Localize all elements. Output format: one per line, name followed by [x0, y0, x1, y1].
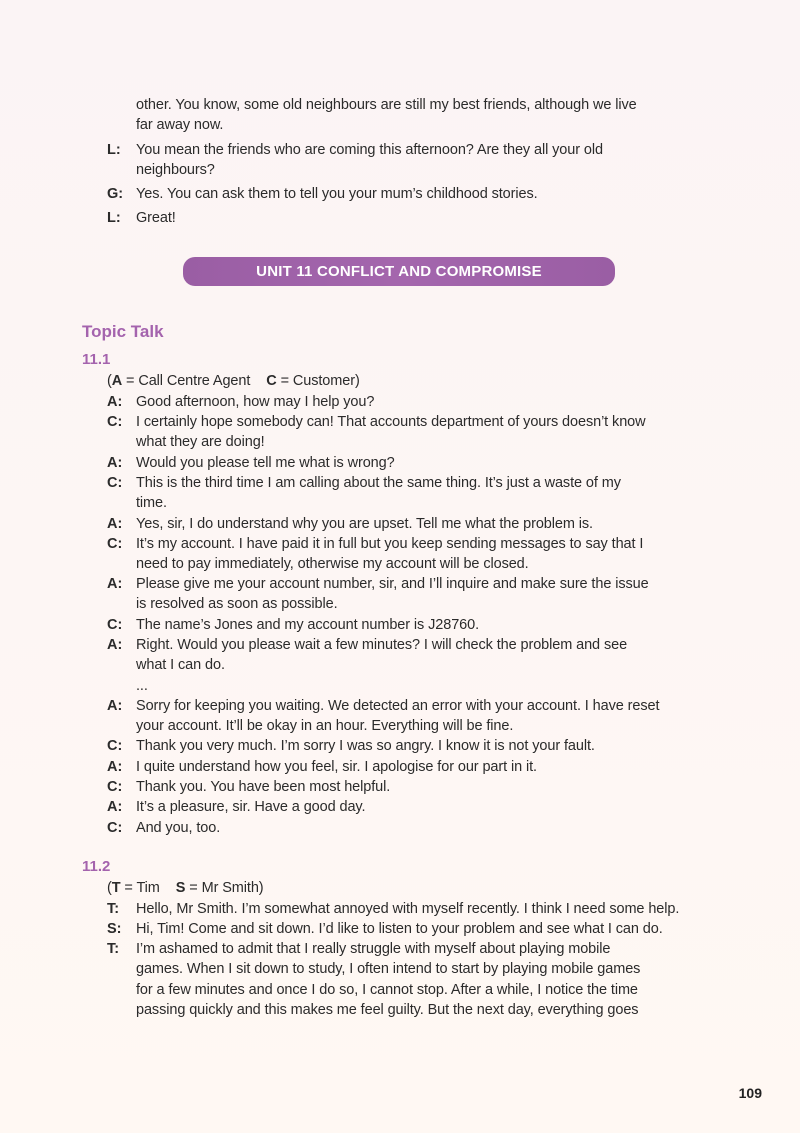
speaker-label: T:: [107, 941, 120, 957]
dialogue-line: passing quickly and this makes me feel guilty. But the next day, everything goes: [136, 1002, 639, 1018]
dialogue-line: for a few minutes and once I do so, I cannot stop. After a while, I notice the time: [136, 982, 638, 998]
dialogue-line: Right. Would you please wait a few minutes? I will check the problem and see: [136, 637, 628, 653]
dialogue-line: The name’s Jones and my account number is J28760.: [136, 617, 480, 633]
speaker-label: A:: [107, 455, 123, 471]
speaker-label: A:: [107, 516, 123, 532]
dialogue-line: what they are doing!: [136, 434, 265, 450]
dialogue-line: what I can do.: [136, 657, 225, 673]
dialogue-line: Good afternoon, how may I help you?: [136, 394, 375, 410]
speaker-label: A:: [107, 698, 123, 714]
speaker-label: G:: [107, 186, 124, 202]
topic-title: Topic Talk: [82, 322, 164, 341]
speaker-label: A:: [107, 394, 123, 410]
dialogue-line: Please give me your account number, sir, and I’ll inquire and make sure the issue: [136, 576, 649, 592]
roles-legend: (T = Tim S = Mr Smith): [107, 880, 264, 896]
ellipsis-line: ...: [136, 678, 148, 694]
speaker-label: C:: [107, 738, 123, 754]
unit-banner: UNIT 11 CONFLICT AND COMPROMISE: [183, 257, 615, 286]
dialogue-line: neighbours?: [136, 162, 215, 178]
dialogue-line: I quite understand how you feel, sir. I apologise for our part in it.: [136, 759, 537, 775]
section-number: 11.1: [82, 351, 111, 368]
section-number: 11.2: [82, 858, 111, 875]
speaker-label: C:: [107, 414, 123, 430]
dialogue-line: I certainly hope somebody can! That accounts department of yours doesn’t know: [136, 414, 646, 430]
dialogue-line: is resolved as soon as possible.: [136, 596, 338, 612]
speaker-label: L:: [107, 142, 121, 158]
speaker-label: A:: [107, 759, 123, 775]
dialogue-line: It’s my account. I have paid it in full but you keep sending messages to say that I: [136, 536, 644, 552]
page-number: 109: [738, 1085, 762, 1101]
dialogue-line: It’s a pleasure, sir. Have a good day.: [136, 799, 366, 815]
dialogue-line: This is the third time I am calling about the same thing. It’s just a waste of my: [136, 475, 621, 491]
speaker-label: C:: [107, 779, 123, 795]
speaker-label: C:: [107, 536, 123, 552]
intro-line-1: other. You know, some old neighbours are still my best friends, although we live: [136, 97, 637, 113]
intro-line-2: far away now.: [136, 117, 224, 133]
roles-legend: (A = Call Centre Agent C = Customer): [107, 373, 360, 389]
dialogue-line: Great!: [136, 210, 176, 226]
dialogue-line: your account. It’ll be okay in an hour. Everything will be fine.: [136, 718, 514, 734]
dialogue-line: time.: [136, 495, 167, 511]
speaker-label: C:: [107, 820, 123, 836]
dialogue-line: games. When I sit down to study, I often intend to start by playing mobile games: [136, 961, 641, 977]
speaker-label: A:: [107, 576, 123, 592]
speaker-label: S:: [107, 921, 122, 937]
dialogue-line: Hi, Tim! Come and sit down. I’d like to listen to your problem and see what I can do.: [136, 921, 663, 937]
dialogue-line: Yes. You can ask them to tell you your mum’s childhood stories.: [136, 186, 538, 202]
speaker-label: T:: [107, 901, 120, 917]
dialogue-line: And you, too.: [136, 820, 221, 836]
dialogue-line: I’m ashamed to admit that I really struggle with myself about playing mobile: [136, 941, 611, 957]
dialogue-line: need to pay immediately, otherwise my account will be closed.: [136, 556, 529, 572]
dialogue-line: Hello, Mr Smith. I’m somewhat annoyed with myself recently. I think I need some help.: [136, 901, 680, 917]
dialogue-line: Sorry for keeping you waiting. We detected an error with your account. I have reset: [136, 698, 660, 714]
speaker-label: A:: [107, 799, 123, 815]
dialogue-line: Thank you very much. I’m sorry I was so angry. I know it is not your fault.: [136, 738, 595, 754]
dialogue-line: Thank you. You have been most helpful.: [136, 779, 391, 795]
dialogue-line: You mean the friends who are coming this afternoon? Are they all your old: [136, 142, 603, 158]
speaker-label: C:: [107, 617, 123, 633]
dialogue-line: Yes, sir, I do understand why you are upset. Tell me what the problem is.: [136, 516, 593, 532]
speaker-label: C:: [107, 475, 123, 491]
dialogue-line: Would you please tell me what is wrong?: [136, 455, 395, 471]
speaker-label: A:: [107, 637, 123, 653]
speaker-label: L:: [107, 210, 121, 226]
